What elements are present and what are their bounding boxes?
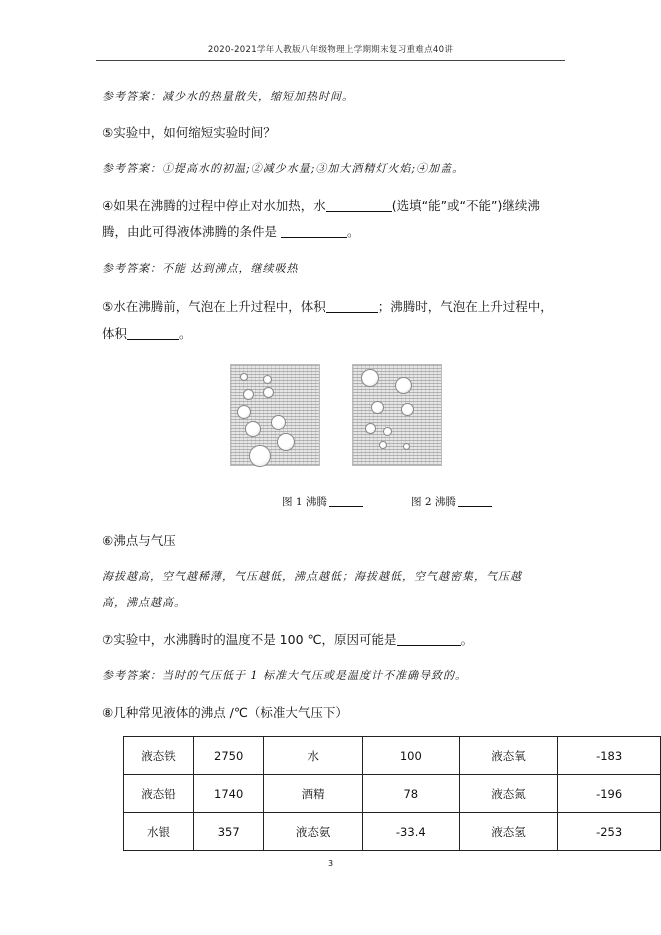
answer-blank[interactable]	[329, 495, 363, 507]
page-header: 2020-2021学年人教版八年级物理上学期期末复习重难点40讲	[96, 40, 565, 61]
boiling-point-cell: -253	[558, 813, 661, 851]
question-text	[102, 297, 565, 315]
question-fragment: (选填“能”或“不能”)继续沸	[391, 198, 540, 213]
question-fragment: 腾，由此可得液体沸腾的条件是	[102, 224, 278, 239]
liquid-name-cell: 酒精	[264, 775, 363, 813]
answer-blank[interactable]	[127, 328, 179, 340]
table-row	[124, 737, 661, 775]
question-text	[102, 630, 565, 648]
question-fragment: 。	[179, 326, 192, 341]
page-number: 3	[327, 859, 334, 868]
bubble	[365, 423, 376, 434]
liquid-name-cell: 液态氢	[459, 813, 558, 851]
bubble	[383, 427, 392, 436]
question-text	[102, 222, 565, 240]
question-text	[102, 324, 565, 342]
question-text: ⑤实验中，如何缩短实验时间？	[102, 125, 276, 140]
figure-2-caption	[411, 494, 492, 509]
boiling-point-cell: 2750	[194, 737, 264, 775]
bubble	[401, 403, 414, 416]
boiling-point-cell: 1740	[194, 775, 264, 813]
bubble	[240, 373, 248, 381]
boiling-point-cell: 357	[194, 813, 264, 851]
table-row	[124, 775, 661, 813]
section-heading: ⑥沸点与气压	[102, 533, 176, 548]
liquid-name-cell: 水	[264, 737, 363, 775]
bubble	[263, 387, 274, 398]
liquid-name-cell: 液态氮	[459, 775, 558, 813]
question-text	[102, 196, 565, 214]
answer-text: 参考答案：减少水的热量散失，缩短加热时间。	[102, 90, 354, 103]
answer-blank[interactable]	[281, 226, 347, 238]
boiling-point-cell: -196	[558, 775, 661, 813]
answer-text: 参考答案：不能 达到沸点，继续吸热	[102, 262, 299, 275]
figure-1-bubbles	[230, 364, 320, 466]
liquid-name-cell: 液态铁	[124, 737, 194, 775]
table-title: ⑧几种常见液体的沸点 /℃（标准大气压下）	[102, 705, 348, 720]
question-fragment: ；沸腾时，气泡在上升过程中，	[377, 299, 553, 314]
bubble	[263, 375, 272, 384]
bubble	[237, 405, 251, 419]
bubble	[271, 415, 286, 430]
boiling-point-cell: -33.4	[362, 813, 459, 851]
liquid-name-cell: 水银	[124, 813, 194, 851]
question-fragment: 体积	[102, 326, 128, 341]
boiling-point-table	[123, 736, 661, 851]
answer-text: 海拔越高，空气越稀薄，气压越低，沸点越低；海拔越低，空气越密集，气压越	[102, 570, 522, 583]
boiling-point-cell: 100	[362, 737, 459, 775]
question-fragment: ④如果在沸腾的过程中停止对水加热，水	[102, 198, 326, 213]
answer-text: 参考答案：①提高水的初温;②减少水量;③加大酒精灯火焰;④加盖。	[102, 162, 465, 175]
question-fragment: ⑦实验中，水沸腾时的温度不是 100 ℃，原因可能是	[102, 632, 397, 647]
bubble	[379, 441, 387, 449]
boiling-point-cell: -183	[558, 737, 661, 775]
bubble	[249, 445, 271, 467]
answer-blank[interactable]	[326, 200, 392, 212]
figure-1-caption	[282, 494, 363, 509]
bubble	[245, 421, 261, 437]
bubble	[361, 369, 379, 387]
caption-text: 图 2 沸腾	[411, 496, 456, 508]
bubble	[277, 433, 295, 451]
table-row	[124, 813, 661, 851]
boiling-point-cell: 78	[362, 775, 459, 813]
question-fragment: ⑤水在沸腾前，气泡在上升过程中，体积	[102, 299, 326, 314]
liquid-name-cell: 液态氧	[459, 737, 558, 775]
caption-text: 图 1 沸腾	[282, 496, 327, 508]
answer-blank[interactable]	[326, 301, 378, 313]
liquid-name-cell: 液态铅	[124, 775, 194, 813]
answer-text: 高，沸点越高。	[102, 596, 186, 609]
liquid-name-cell: 液态氨	[264, 813, 363, 851]
bubble	[371, 401, 384, 414]
answer-blank[interactable]	[397, 634, 461, 646]
figure-2-bubbles	[352, 364, 442, 466]
bubble	[243, 389, 254, 400]
question-fragment: 。	[460, 632, 474, 647]
question-fragment: 。	[347, 224, 360, 239]
answer-blank[interactable]	[458, 495, 492, 507]
bubble	[395, 377, 412, 394]
answer-text: 参考答案：当时的气压低于 1 标准大气压或是温度计不准确导致的。	[102, 669, 467, 682]
bubble	[403, 443, 410, 450]
